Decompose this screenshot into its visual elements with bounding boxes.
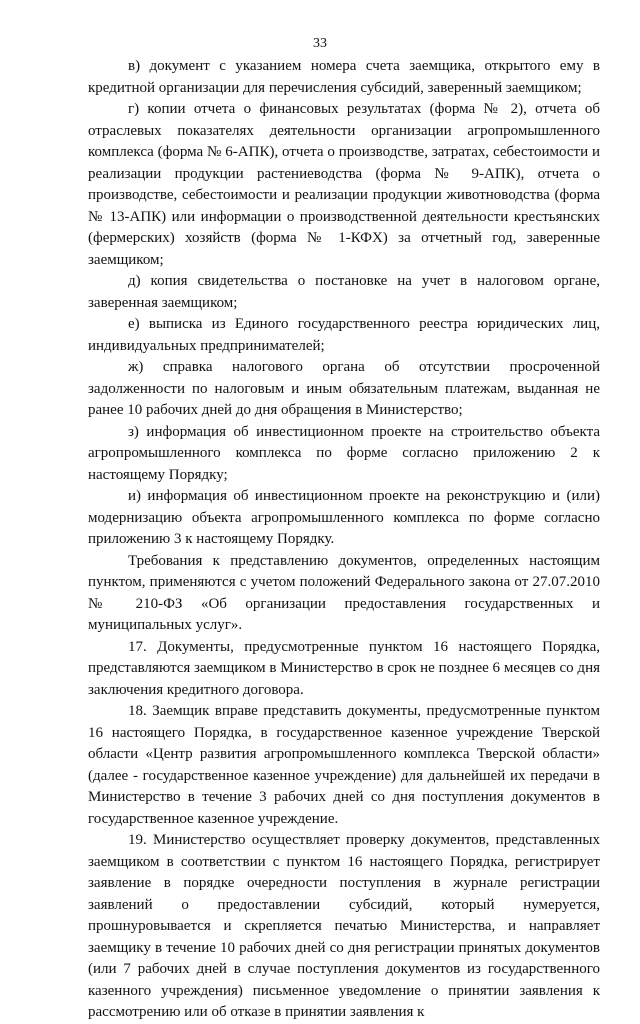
paragraph-18: 18. Заемщик вправе представить документы, предусмотренные пунктом 16 настоящего Порядка, в государственное казенное учреждение Тверской области «Центр развития агропромышленного комплекса Тверской области» (далее - государственное казенное учреждение) для дальнейшей их передачи в Министерство в течение 3 рабочих дней со дня поступления документов в государственное казенное учреждение. [88, 703, 600, 827]
paragraph-v-account-document: в) документ с указанием номера счета заемщика, открытого ему в кредитной организации для перечисления субсидий, заверенный заемщиком; [88, 58, 600, 96]
paragraph-i-reconstruction-project: и) информация об инвестиционном проекте на реконструкцию и (или) модернизацию объекта агропромышленного комплекса по форме согласно приложению 3 к настоящему Порядку. [88, 488, 600, 547]
paragraph-z-construction-project: з) информация об инвестиционном проекте на строительство объекта агропромышленного комплекса по форме согласно приложению 2 к настоящему Порядку; [88, 423, 600, 483]
paragraph-19: 19. Министерство осуществляет проверку документов, представленных заемщиком в соответствии с пунктом 16 настоящего Порядка, регистрирует заявление в порядке очередности поступления в журнале регистрации заявлений о предоставлении субсидий, который нумеруется, прошнуровывается и скрепляется печатью Министерства, и направляет заемщику в течение 10 рабочих дней со дня регистрации принятых документов (или 7 рабочих дней в случае поступления документов из государственного казенного учреждения) письменное уведомление о принятии заявления к рассмотрению или об отказе в принятии заявления к [88, 832, 600, 1020]
paragraph-submission-requirements: Требования к представлению документов, определенных настоящим пунктом, применяются с учетом положений Федерального закона от 27.07.2010 № 210-ФЗ «Об организации предоставления государственных и муниципальных услуг». [88, 552, 600, 633]
page-number: 33 [313, 36, 327, 51]
document-body [88, 56, 600, 1024]
paragraph-17: 17. Документы, предусмотренные пунктом 16 настоящего Порядка, представляются заемщиком в Министерство в срок не позднее 6 месяцев со дня заключения кредитного договора. [88, 638, 600, 698]
paragraph-d-tax-registration: д) копия свидетельства о постановке на учет в налоговом органе, заверенная заемщиком; [88, 273, 600, 311]
paragraph-g-financial-reports: г) копии отчета о финансовых результатах (форма № 2), отчета об отраслевых показателях деятельности организации агропромышленного комплекса (форма № 6-АПК), отчета о производстве, затратах, себестоимости и реализации продукции растениеводства (форма № 9-АПК), отчета о производстве, себестоимости и реализации продукции животноводства (форма № 13-АПК) или информации о производственной деятельности крестьянских (фермерских) хозяйств (форма № 1-КФХ) за отчетный год, заверенные заемщиком; [88, 101, 600, 268]
paragraph-zh-tax-certificate: ж) справка налогового органа об отсутствии просроченной задолженности по налоговым и иным обязательным платежам, выданная не ранее 10 рабочих дней до дня обращения в Министерство; [88, 359, 600, 418]
paragraph-e-registry-extract: е) выписка из Единого государственного реестра юридических лиц, индивидуальных предпринимателей; [88, 316, 600, 354]
